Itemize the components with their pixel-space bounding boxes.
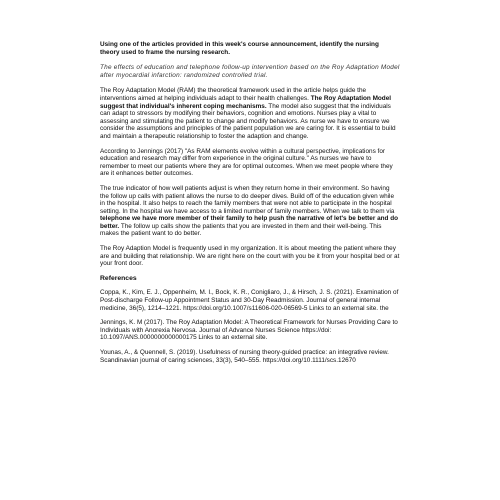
paragraph-follow-up-rest: The follow up calls show the patients that you are invested in them and their well-being. This makes the patient want to do better. <box>100 222 382 238</box>
paragraph-follow-up-bold: telephone we have more member of their family to help push the narrative of let's be better and do better. <box>100 215 399 230</box>
paragraph-follow-up <box>100 185 400 238</box>
paragraph-roy-model-text: The Roy Adaptation Model (RAM) the theoretical framework used in the article helps guide the interventions aimed at helping individuals adapt to their health challenges. <box>100 87 367 102</box>
paragraph-roy-model-rest: The model also suggest that the individuals can adapt to stressors by modifying their behaviors, cognition and emotions. Nurses play a vital to assessing and stimulating the patient to change and modify behaviors. As nurse we have to ensure we consider the assumptions and principles of the patient population we are caring for. It is essential to build and maintain a therapeutic relationship to foster the adaption and change. <box>100 102 396 140</box>
references-heading: References <box>100 274 137 282</box>
paragraph-jennings: According to Jennings (2017) "As RAM elements evolve within a cultural perspective, implications for education and research may differ from experience in the original culture." As nurses we have to remember to meet our patients where they are for optimal outcomes. When we meet people where they are it enhances better outcomes. <box>100 147 393 178</box>
assignment-question: Using one of the articles provided in this week's course announcement, identify the nursing theory used to frame the nursing research. <box>100 41 379 56</box>
paragraph-roy-model-bold: The Roy Adaptation Model suggest that individual's inherent coping mechanisms. <box>100 94 392 110</box>
document-body <box>100 41 400 364</box>
paragraph-organization: The Roy Adaption Model is frequently used in my organization. It is about meeting the patient where they are and building that relationship. We are right here on the court with you be it from your hospital bed or at your front door. <box>100 245 400 268</box>
paragraph-roy-model <box>100 87 400 140</box>
reference-item: Younas, A., & Quennell, S. (2019). Usefulness of nursing theory-guided practice: an integrative review. Scandinavian journal of caring sciences, 33(3), 540–555. https://doi.org/10.1111/scs.12670 <box>100 349 389 364</box>
reference-item: Jennings, K. M (2017). The Roy Adaptation Model: A Theoretical Framework for Nurses Providing Care to Individuals with Anorexia Nervosa. Journal of Advance Nurses Science https://doi: 10.1097/ANS.0000000000000175 Links to an external site. <box>100 319 398 342</box>
paragraph-follow-up-text: The true indicator of how well patients adjust is when they return home in their environment. So having the follow up calls with patient allows the nurse to do deeper dives. Build off of the education given while in the hospital. It also helps to reach the family members that were not able to participate in the hospital setting. In the hospital we have access to a limited number of family members. When we talk to them via <box>100 184 395 215</box>
article-title: The effects of education and telephone follow-up intervention based on the Roy Adaptation Model after myocardial infarction: randomized controlled trial. <box>100 64 400 79</box>
reference-item: Coppa, K., Kim, E. J., Oppenheim, M. I., Bock, K. R., Conigliaro, J., & Hirsch, J. S. (2021). Examination of Post-discharge Follow-up Appointment Status and 30-Day Readmission. Journal of general internal medicine, 36(5), 1214–1221. https://doi.org/10.1007/s11606-020-06569-5 Links to an external site. the <box>100 289 399 312</box>
